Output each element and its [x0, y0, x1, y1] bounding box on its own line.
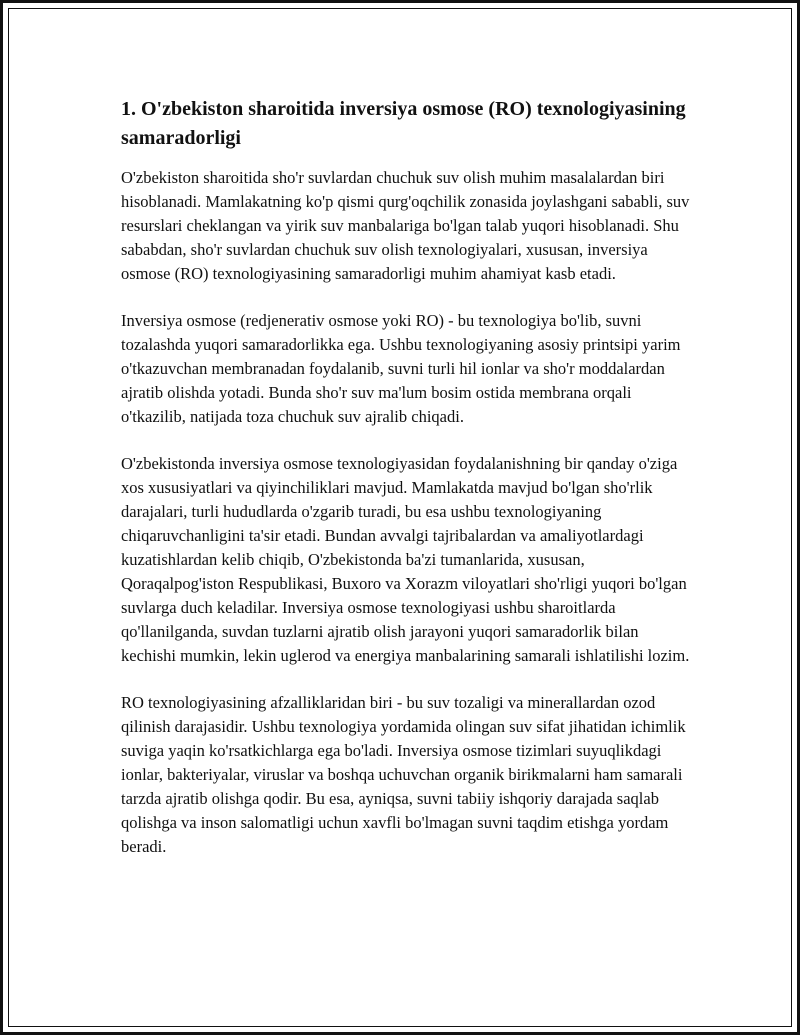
paragraph-3: O'zbekistonda inversiya osmose texnologiyasidan foydalanishning bir qanday o'ziga xos xususiyatlari va qiyinchiliklari mavjud. Mamlakatda mavjud bo'lgan sho'rlik darajalari, turli hududlarda o'zgarib turadi, bu esa ushbu texnologiyaning chiqaruvchanligini ta'sir etadi. Bundan avvalgi tajribalardan va amaliyotlardagi kuzatishlardan kelib chiqib, O'zbekistonda ba'zi tumanlarida, xususan, Qoraqalpog'iston Respublikasi, Buxoro va Xorazm viloyatlari sho'rligi yuqori bo'lgan suvlarga duch keladilar. Inversiya osmose texnologiyasi ushbu sharoitlarda qo'llanilganda, suvdan tuzlarni ajratib olish jarayoni yuqori samaradorlik bilan kechishi mumkin, lekin uglerod va energiya manbalarining samarali ishlatilishi lozim.: [121, 454, 690, 665]
paragraph-2: Inversiya osmose (redjenerativ osmose yoki RO) - bu texnologiya bo'lib, suvni tozalashda yuqori samaradorlikka ega. Ushbu texnologiyaning asosiy printsipi yarim o'tkazuvchan membranadan foydalanib, suvni turli hil ionlar va sho'r moddalardan ajratib olishda yotadi. Bunda sho'r suv ma'lum bosim ostida membrana orqali o'tkazilib, natijada toza chuchuk suv ajralib chiqadi.: [121, 311, 681, 426]
paragraph-1: O'zbekiston sharoitida sho'r suvlardan chuchuk suv olish muhim masalalardan biri hisoblanadi. Mamlakatning ko'p qismi qurg'oqchilik zonasida joylashgani sababli, suv resurslari cheklangan va yirik suv manbalariga bo'lgan talab yuqori hisoblanadi. Shu sababdan, sho'r suvlardan chuchuk suv olish texnologiyalari, xususan, inversiya osmose (RO) texnologiyasining samaradorligi muhim ahamiyat kasb etadi.: [121, 168, 690, 283]
section-title: 1. O'zbekiston sharoitida inversiya osmose (RO) texnologiyasining samaradorligi: [121, 98, 686, 149]
document-body: [121, 95, 691, 882]
paragraph-4: RO texnologiyasining afzalliklaridan biri - bu suv tozaligi va minerallardan ozod qilinish darajasidir. Ushbu texnologiya yordamida olingan suv sifat jihatidan ichimlik suviga yaqin ko'rsatkichlarga ega bo'ladi. Inversiya osmose tizimlari suyuqlikdagi ionlar, bakteriyalar, viruslar va boshqa uchuvchan organik birikmalarni ham samarali tarzda ajratib olishga qodir. Bu esa, ayniqsa, suvni tabiiy ishqoriy darajada saqlab qolishga va inson salomatligi uchun xavfli bo'lmagan suvni taqdim etishga yordam beradi.: [121, 693, 686, 856]
